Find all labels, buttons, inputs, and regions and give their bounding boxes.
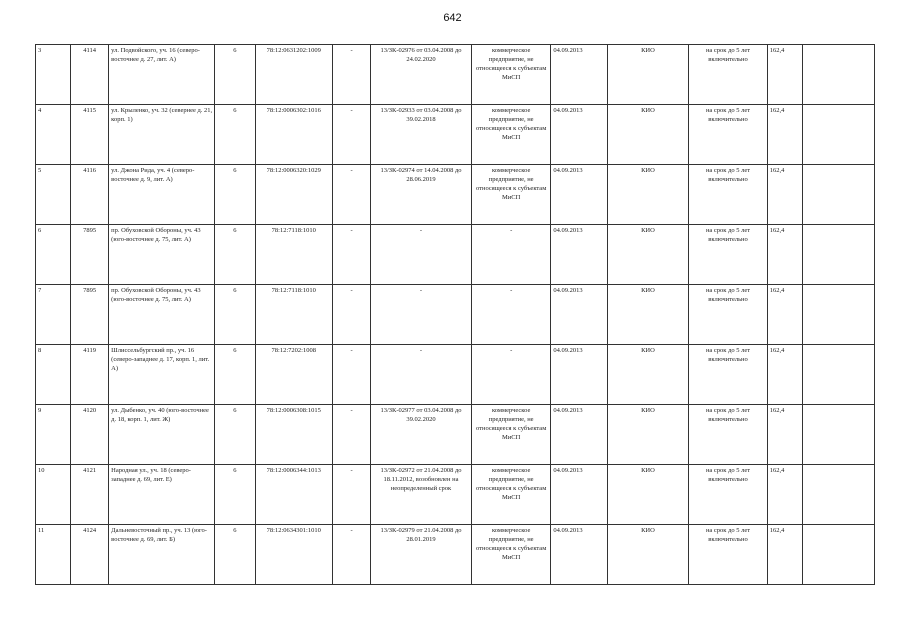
org-cell: КИО xyxy=(607,165,689,225)
table-body xyxy=(36,45,875,585)
category-cell: 6 xyxy=(215,285,255,345)
table-row xyxy=(36,345,875,405)
cadastre-number: 78:12:7118:1010 xyxy=(255,285,332,345)
org-cell: КИО xyxy=(607,225,689,285)
extra-cell xyxy=(802,165,874,225)
category-cell: 6 xyxy=(215,465,255,525)
org-cell: КИО xyxy=(607,45,689,105)
category-cell: 6 xyxy=(215,525,255,585)
date-cell: 04.09.2013 xyxy=(551,345,607,405)
address-cell: пр. Обуховской Обороны, уч. 43 (юго-восточнее д. 75, лит. А) xyxy=(109,285,215,345)
table-row xyxy=(36,225,875,285)
category-cell: 6 xyxy=(215,345,255,405)
contract-cell: 13/ЗК-02933 от 03.04.2008 до 39.02.2018 xyxy=(371,105,472,165)
extra-cell xyxy=(802,345,874,405)
row-number: 11 xyxy=(36,525,71,585)
cadastre-number: 78:12:0006344:1013 xyxy=(255,465,332,525)
table-row xyxy=(36,285,875,345)
dash-cell: - xyxy=(332,105,370,165)
term-cell: на срок до 5 лет включительно xyxy=(689,225,767,285)
dash-cell: - xyxy=(332,165,370,225)
contract-cell: - xyxy=(371,345,472,405)
cadastre-number: 78:12:7202:1008 xyxy=(255,345,332,405)
value-cell: 162,4 xyxy=(767,45,802,105)
table-row xyxy=(36,465,875,525)
object-id: 4114 xyxy=(71,45,109,105)
note-cell: коммерческое предприятие, не относящееся к субъектам МиСП xyxy=(471,45,551,105)
date-cell: 04.09.2013 xyxy=(551,45,607,105)
term-cell: на срок до 5 лет включительно xyxy=(689,465,767,525)
object-id: 4121 xyxy=(71,465,109,525)
extra-cell xyxy=(802,225,874,285)
cadastre-number: 78:12:0634301:1010 xyxy=(255,525,332,585)
table-row xyxy=(36,525,875,585)
note-cell: коммерческое предприятие, не относящееся к субъектам МиСП xyxy=(471,105,551,165)
org-cell: КИО xyxy=(607,285,689,345)
category-cell: 6 xyxy=(215,165,255,225)
extra-cell xyxy=(802,465,874,525)
org-cell: КИО xyxy=(607,465,689,525)
extra-cell xyxy=(802,105,874,165)
note-cell: - xyxy=(471,345,551,405)
extra-cell xyxy=(802,405,874,465)
registry-table xyxy=(35,44,875,585)
contract-cell: - xyxy=(371,225,472,285)
row-number: 3 xyxy=(36,45,71,105)
object-id: 4119 xyxy=(71,345,109,405)
term-cell: на срок до 5 лет включительно xyxy=(689,525,767,585)
page-number: 642 xyxy=(443,12,462,24)
note-cell: - xyxy=(471,285,551,345)
dash-cell: - xyxy=(332,225,370,285)
date-cell: 04.09.2013 xyxy=(551,285,607,345)
contract-cell: 13/ЗК-02972 от 21.04.2008 до 18.11.2012, возобновлен на неопределенный срок xyxy=(371,465,472,525)
term-cell: на срок до 5 лет включительно xyxy=(689,405,767,465)
address-cell: ул. Подвойского, уч. 16 (северо-восточнее д. 27, лит. А) xyxy=(109,45,215,105)
address-cell: Народная ул., уч. 18 (северо-западнее д. 69, лит. Е) xyxy=(109,465,215,525)
object-id: 4120 xyxy=(71,405,109,465)
object-id: 7895 xyxy=(71,225,109,285)
contract-cell: 13/ЗК-02974 от 14.04.2008 до 28.06.2019 xyxy=(371,165,472,225)
org-cell: КИО xyxy=(607,405,689,465)
cadastre-number: 78:12:7118:1010 xyxy=(255,225,332,285)
category-cell: 6 xyxy=(215,405,255,465)
address-cell: Шлиссельбургский пр., уч. 16 (северо-западнее д. 17, корп. 1, лит. А) xyxy=(109,345,215,405)
dash-cell: - xyxy=(332,525,370,585)
date-cell: 04.09.2013 xyxy=(551,405,607,465)
note-cell: коммерческое предприятие, не относящееся к субъектам МиСП xyxy=(471,525,551,585)
cadastre-number: 78:12:0006308:1015 xyxy=(255,405,332,465)
table-row xyxy=(36,165,875,225)
date-cell: 04.09.2013 xyxy=(551,165,607,225)
category-cell: 6 xyxy=(215,45,255,105)
dash-cell: - xyxy=(332,405,370,465)
value-cell: 162,4 xyxy=(767,225,802,285)
row-number: 7 xyxy=(36,285,71,345)
value-cell: 162,4 xyxy=(767,405,802,465)
value-cell: 162,4 xyxy=(767,525,802,585)
term-cell: на срок до 5 лет включительно xyxy=(689,285,767,345)
note-cell: - xyxy=(471,225,551,285)
dash-cell: - xyxy=(332,345,370,405)
table-row xyxy=(36,105,875,165)
value-cell: 162,4 xyxy=(767,105,802,165)
address-cell: ул. Крыленко, уч. 32 (севернее д. 21, корп. 1) xyxy=(109,105,215,165)
contract-cell: 13/ЗК-02979 от 21.04.2008 до 28.01.2019 xyxy=(371,525,472,585)
note-cell: коммерческое предприятие, не относящееся к субъектам МиСП xyxy=(471,405,551,465)
category-cell: 6 xyxy=(215,225,255,285)
note-cell: коммерческое предприятие, не относящееся к субъектам МиСП xyxy=(471,165,551,225)
value-cell: 162,4 xyxy=(767,465,802,525)
term-cell: на срок до 5 лет включительно xyxy=(689,345,767,405)
row-number: 9 xyxy=(36,405,71,465)
note-cell: коммерческое предприятие, не относящееся к субъектам МиСП xyxy=(471,465,551,525)
org-cell: КИО xyxy=(607,105,689,165)
row-number: 8 xyxy=(36,345,71,405)
row-number: 5 xyxy=(36,165,71,225)
dash-cell: - xyxy=(332,45,370,105)
extra-cell xyxy=(802,45,874,105)
value-cell: 162,4 xyxy=(767,285,802,345)
row-number: 10 xyxy=(36,465,71,525)
table-row xyxy=(36,45,875,105)
cadastre-number: 78:12:0006302:1016 xyxy=(255,105,332,165)
contract-cell: 13/ЗК-02977 от 03.04.2008 до 39.02.2020 xyxy=(371,405,472,465)
term-cell: на срок до 5 лет включительно xyxy=(689,165,767,225)
term-cell: на срок до 5 лет включительно xyxy=(689,105,767,165)
date-cell: 04.09.2013 xyxy=(551,105,607,165)
value-cell: 162,4 xyxy=(767,165,802,225)
object-id: 7895 xyxy=(71,285,109,345)
object-id: 4115 xyxy=(71,105,109,165)
row-number: 6 xyxy=(36,225,71,285)
date-cell: 04.09.2013 xyxy=(551,465,607,525)
dash-cell: - xyxy=(332,465,370,525)
extra-cell xyxy=(802,285,874,345)
address-cell: ул. Джона Рида, уч. 4 (северо-восточнее д. 9, лит. А) xyxy=(109,165,215,225)
dash-cell: - xyxy=(332,285,370,345)
date-cell: 04.09.2013 xyxy=(551,225,607,285)
address-cell: Дальневосточный пр., уч. 13 (юго-восточнее д. 69, лит. Б) xyxy=(109,525,215,585)
extra-cell xyxy=(802,525,874,585)
table-row xyxy=(36,405,875,465)
address-cell: ул. Дыбенко, уч. 40 (юго-восточнее д. 18, корп. 1, лит. Ж) xyxy=(109,405,215,465)
contract-cell: 13/ЗК-02976 от 03.04.2008 до 24.02.2020 xyxy=(371,45,472,105)
contract-cell: - xyxy=(371,285,472,345)
term-cell: на срок до 5 лет включительно xyxy=(689,45,767,105)
category-cell: 6 xyxy=(215,105,255,165)
address-cell: пр. Обуховской Обороны, уч. 43 (юго-восточнее д. 75, лит. А) xyxy=(109,225,215,285)
object-id: 4116 xyxy=(71,165,109,225)
org-cell: КИО xyxy=(607,345,689,405)
org-cell: КИО xyxy=(607,525,689,585)
cadastre-number: 78:12:0631202:1009 xyxy=(255,45,332,105)
value-cell: 162,4 xyxy=(767,345,802,405)
object-id: 4124 xyxy=(71,525,109,585)
row-number: 4 xyxy=(36,105,71,165)
cadastre-number: 78:12:0006320:1029 xyxy=(255,165,332,225)
date-cell: 04.09.2013 xyxy=(551,525,607,585)
